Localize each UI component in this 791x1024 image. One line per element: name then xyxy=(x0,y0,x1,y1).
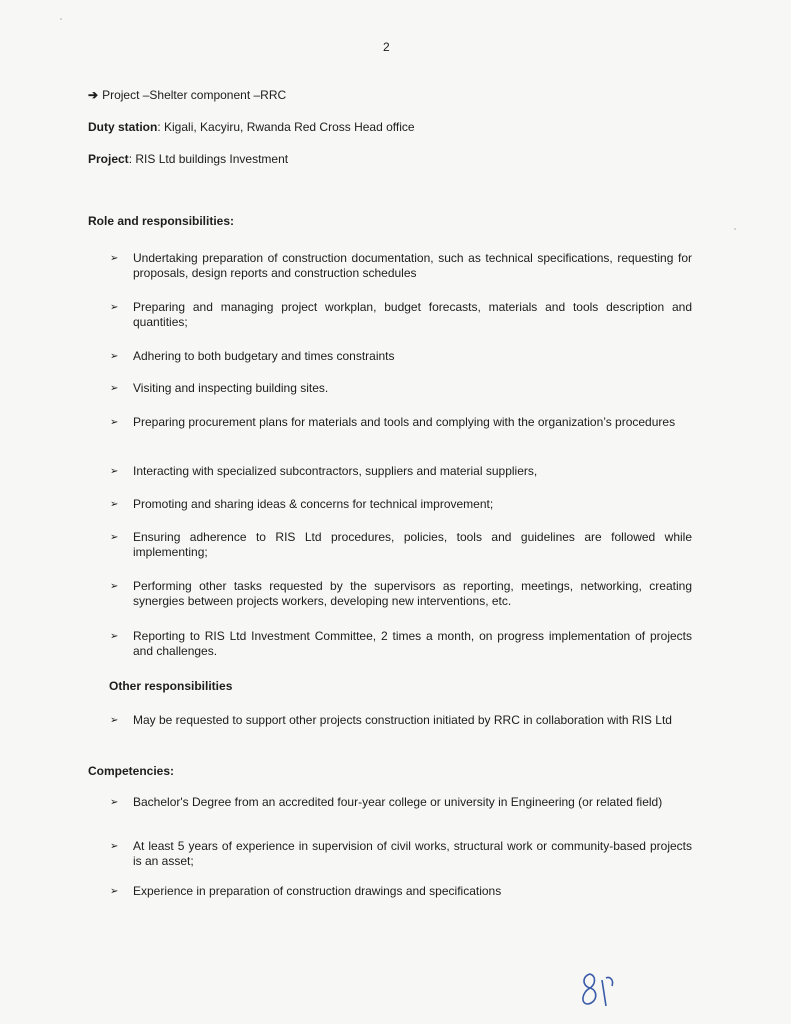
list-item xyxy=(110,381,692,396)
scan-speck xyxy=(60,18,62,20)
handwritten-initials xyxy=(576,966,622,1012)
list-item xyxy=(110,415,692,430)
competencies-heading: Competencies: xyxy=(88,764,175,778)
list-item-text: Preparing procurement plans for materials and tools and complying with the organization’s procedures xyxy=(133,415,676,429)
list-item xyxy=(110,251,692,281)
triangle-bullet-icon: ➢ xyxy=(110,383,119,394)
other-responsibilities-heading: Other responsibilities xyxy=(109,679,233,693)
list-item-text: Performing other tasks requested by the supervisors as reporting, meetings, networking, creating synergies between projects workers, developing new interventions, etc. xyxy=(133,579,692,608)
list-item xyxy=(110,530,692,560)
project-value: : RIS Ltd buildings Investment xyxy=(128,152,289,166)
list-item xyxy=(110,839,692,869)
triangle-bullet-icon: ➢ xyxy=(110,631,119,642)
triangle-bullet-icon: ➢ xyxy=(110,499,119,510)
list-item xyxy=(110,464,692,479)
duty-station-label: Duty station xyxy=(88,120,158,134)
page-number: 2 xyxy=(383,40,390,54)
triangle-bullet-icon: ➢ xyxy=(110,417,119,428)
list-item-text: Promoting and sharing ideas & concerns for technical improvement; xyxy=(133,497,494,511)
list-item xyxy=(110,629,692,659)
project-line-text: Project –Shelter component –RRC xyxy=(102,88,287,102)
list-item-text: Preparing and managing project workplan, budget forecasts, materials and tools description and quantities; xyxy=(133,300,692,329)
list-item-text: Visiting and inspecting building sites. xyxy=(133,381,329,395)
project-label: Project xyxy=(88,152,129,166)
triangle-bullet-icon: ➢ xyxy=(110,886,119,897)
triangle-bullet-icon: ➢ xyxy=(110,253,119,264)
triangle-bullet-icon: ➢ xyxy=(110,351,119,362)
right-arrow-icon: ➔ xyxy=(88,88,99,102)
list-item xyxy=(110,349,692,364)
duty-station-value: : Kigali, Kacyiru, Rwanda Red Cross Head office xyxy=(157,120,415,134)
triangle-bullet-icon: ➢ xyxy=(110,466,119,477)
list-item-text: Ensuring adherence to RIS Ltd procedures, policies, tools and guidelines are followed while implementing; xyxy=(133,530,692,559)
list-item xyxy=(110,795,692,810)
list-item-text: May be requested to support other projects construction initiated by RRC in collaboration with RIS Ltd xyxy=(133,713,672,727)
list-item xyxy=(110,497,692,512)
triangle-bullet-icon: ➢ xyxy=(110,532,119,543)
roles-heading: Role and responsibilities: xyxy=(88,214,235,228)
list-item-text: Adhering to both budgetary and times constraints xyxy=(133,349,395,363)
list-item-text: Reporting to RIS Ltd Investment Committee, 2 times a month, on progress implementation of projects and challenges. xyxy=(133,629,692,658)
list-item-text: Experience in preparation of construction drawings and specifications xyxy=(133,884,502,898)
triangle-bullet-icon: ➢ xyxy=(110,841,119,852)
scan-speck xyxy=(734,228,736,230)
project-line xyxy=(88,88,286,103)
triangle-bullet-icon: ➢ xyxy=(110,797,119,808)
triangle-bullet-icon: ➢ xyxy=(110,581,119,592)
list-item xyxy=(110,579,692,609)
duty-station-line xyxy=(88,120,415,135)
list-item xyxy=(110,300,692,330)
list-item-text: At least 5 years of experience in supervision of civil works, structural work or community-based projects is an asset; xyxy=(133,839,692,868)
triangle-bullet-icon: ➢ xyxy=(110,715,119,726)
list-item-text: Interacting with specialized subcontractors, suppliers and material suppliers, xyxy=(133,464,538,478)
list-item xyxy=(110,713,692,728)
triangle-bullet-icon: ➢ xyxy=(110,302,119,313)
list-item-text: Bachelor's Degree from an accredited four-year college or university in Engineering (or related field) xyxy=(133,795,663,809)
project-line-detail xyxy=(88,152,288,167)
list-item-text: Undertaking preparation of construction documentation, such as technical specifications, requesting for proposals, design reports and construction schedules xyxy=(133,251,692,280)
list-item xyxy=(110,884,692,899)
